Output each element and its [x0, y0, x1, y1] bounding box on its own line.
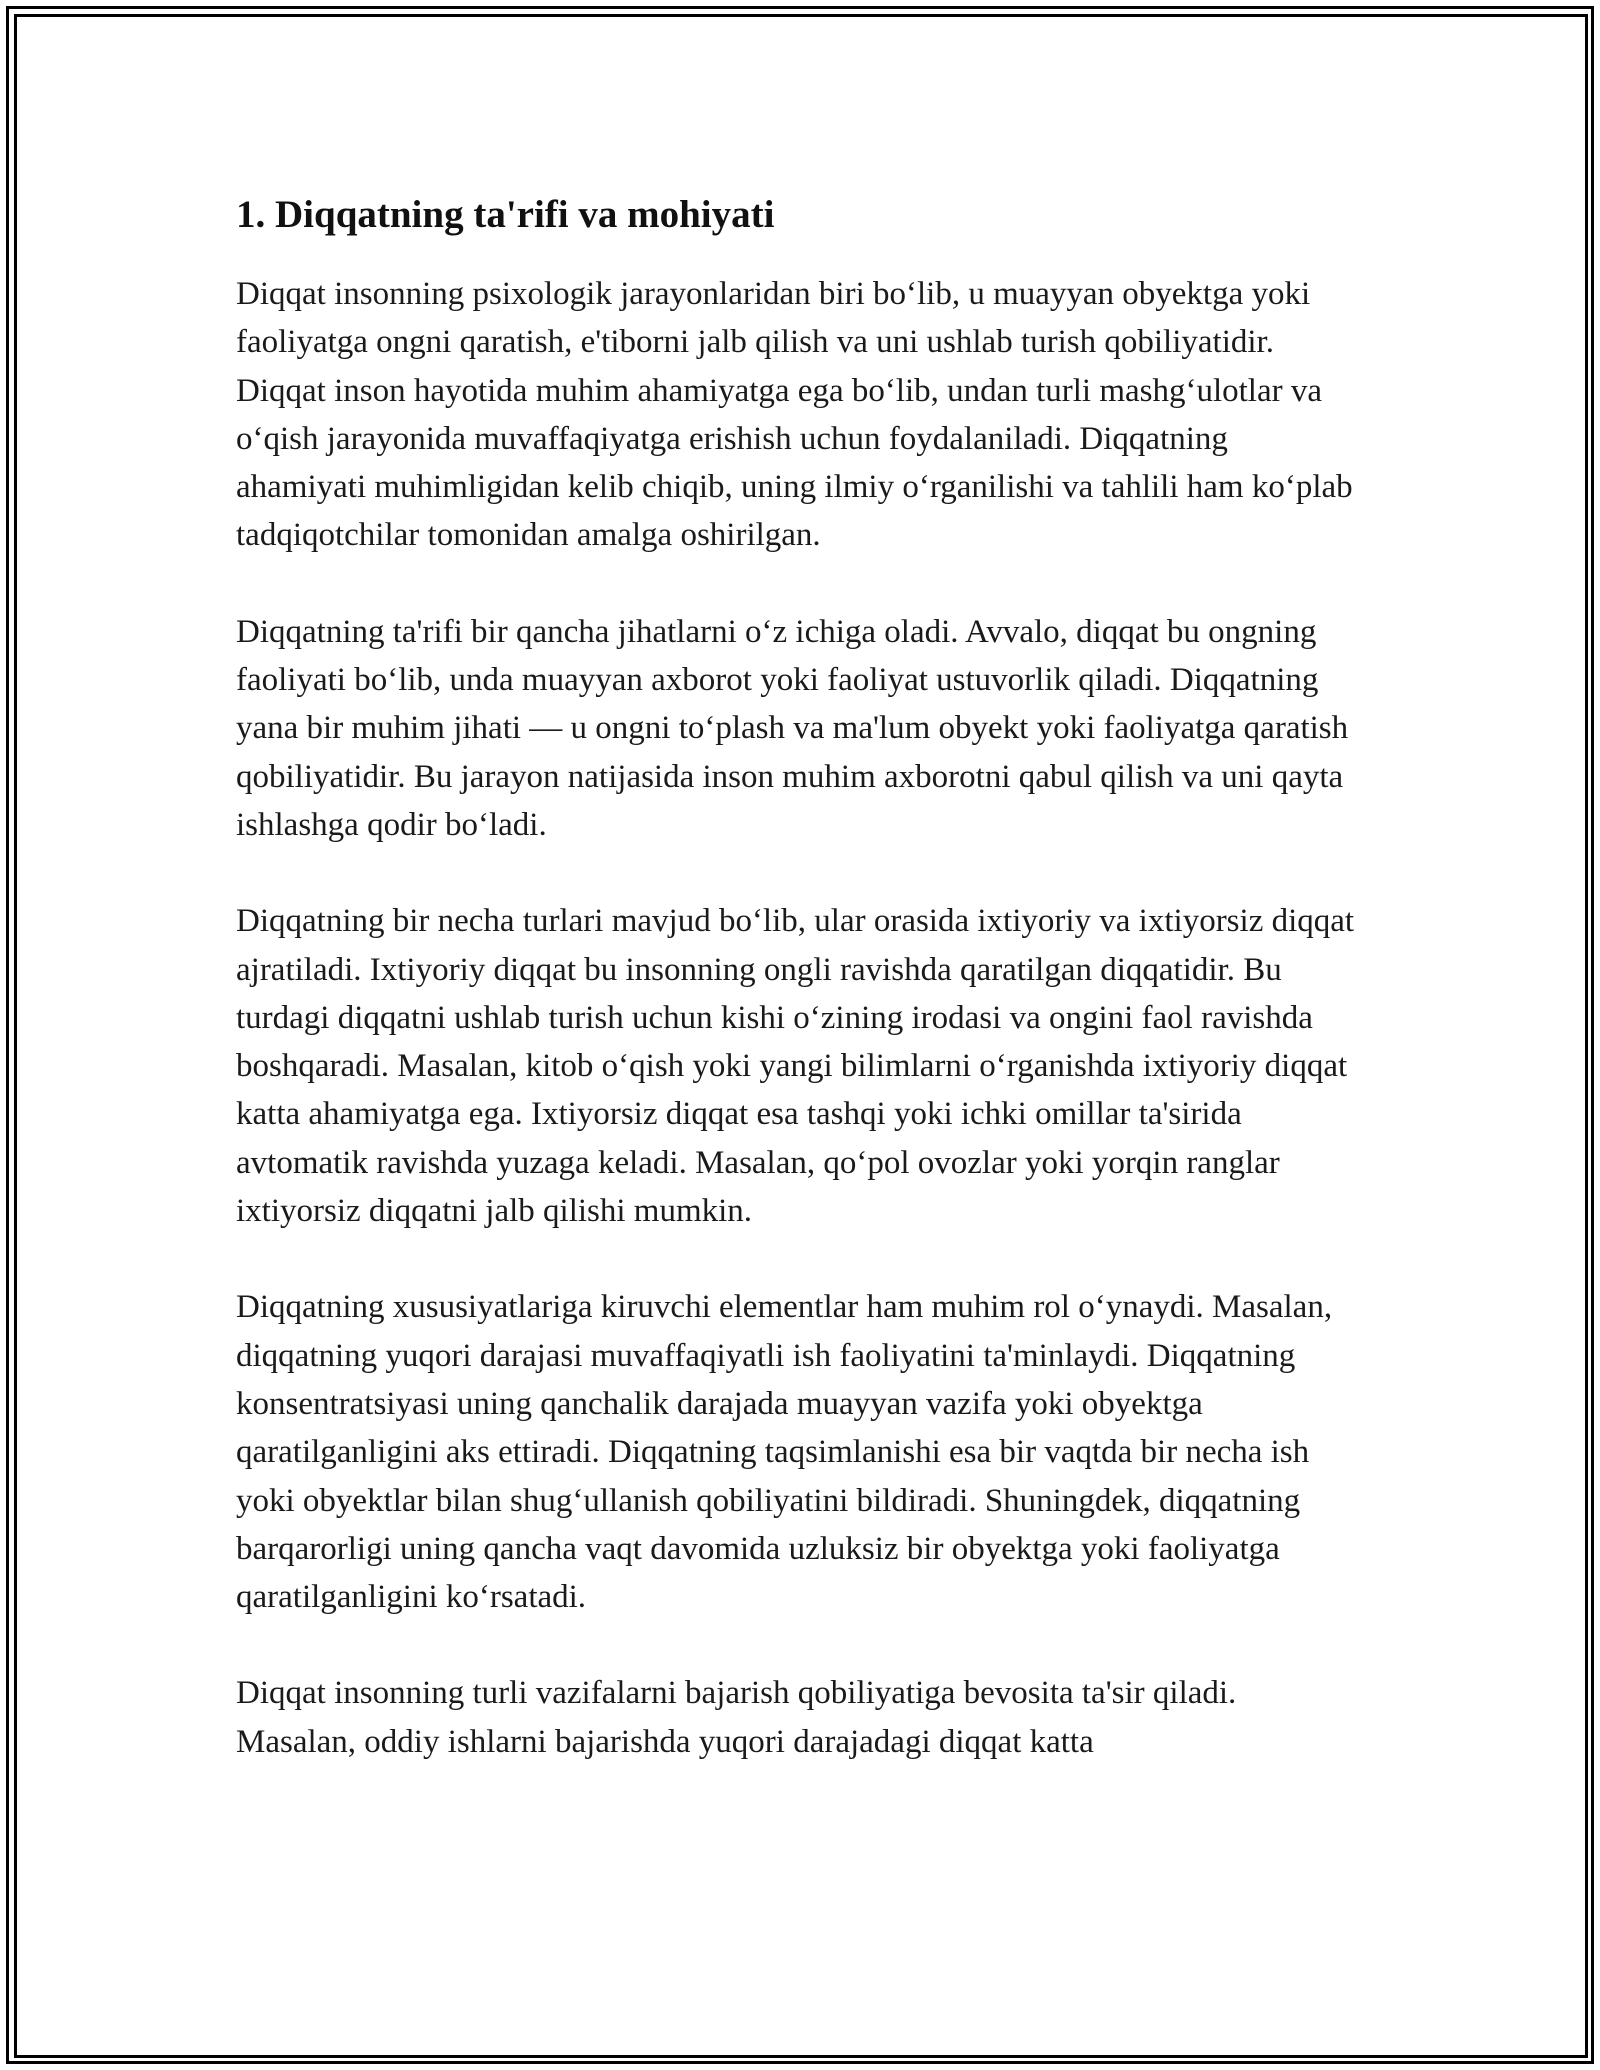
paragraph-types: Diqqatning bir necha turlari mavjud bo‘lib, ular orasida ixtiyoriy va ixtiyorsiz diqqat ajratiladi. Ixtiyoriy diqqat bu insonning ongli ravishda qaratilgan diqqatidir. Bu turdagi diqqatni ushlab turish uchun kishi o‘zining irodasi va ongini faol ravishda boshqaradi. Masalan, kitob o‘qish yoki yangi bilimlarni o‘rganishda ixtiyoriy diqqat katta ahamiyatga ega. Ixtiyorsiz diqqat esa tashqi yoki ichki omillar ta'sirida avtomatik ravishda yuzaga keladi. Masalan, qo‘pol ovozlar yoki yorqin ranglar ixtiyorsiz diqqatni jalb qilishi mumkin.	[236, 903, 1355, 1230]
paragraph-definition: Diqqat insonning psixologik jarayonlaridan biri bo‘lib, u muayyan obyektga yoki faoliyatga ongni qaratish, e'tiborni jalb qilish va uni ushlab turish qobiliyatidir. Diqqat inson hayotida muhim ahamiyatga ega bo‘lib, undan turli mashg‘ulotlar va o‘qish jarayonida muvaffaqiyatga erishish uchun foydalaniladi. Diqqatning ahamiyati muhimligidan kelib chiqib, uning ilmiy o‘rganilishi va tahlili ham ko‘plab tadqiqotchilar tomonidan amalga oshirilgan.	[236, 276, 1353, 554]
paragraph-aspects: Diqqatning ta'rifi bir qancha jihatlarni o‘z ichiga oladi. Avvalo, diqqat bu ongning faoliyati bo‘lib, unda muayyan axborot yoki faoliyat ustuvorlik qiladi. Diqqatning yana bir muhim jihati — u ongni to‘plash va ma'lum obyekt yoki faoliyatga qaratish qobiliyatidir. Bu jarayon natijasida inson muhim axborotni qabul qilish va uni qayta ishlashga qodir bo‘ladi.	[236, 613, 1349, 843]
section-heading: 1. Diqqatning ta'rifi va mohiyati	[236, 193, 775, 236]
paragraph-influence: Diqqat insonning turli vazifalarni bajarish qobiliyatiga bevosita ta'sir qiladi. Masalan, oddiy ishlarni bajarishda yuqori darajadagi diqqat katta	[236, 1675, 1237, 1760]
paragraph-properties: Diqqatning xususiyatlariga kiruvchi elementlar ham muhim rol o‘ynaydi. Masalan, diqqatning yuqori darajasi muvaffaqiyatli ish faoliyatini ta'minlaydi. Diqqatning konsentratsiyasi uning qanchalik darajada muayyan vazifa yoki obyektga qaratilganligini aks ettiradi. Diqqatning taqsimlanishi esa bir vaqtda bir necha ish yoki obyektlar bilan shug‘ullanish qobiliyatini bildiradi. Shuningdek, diqqatning barqarorligi uning qancha vaqt davomida uzluksiz bir obyektga yoki faoliyatga qaratilganligini ko‘rsatadi.	[236, 1289, 1333, 1616]
document-body	[236, 186, 1356, 1814]
